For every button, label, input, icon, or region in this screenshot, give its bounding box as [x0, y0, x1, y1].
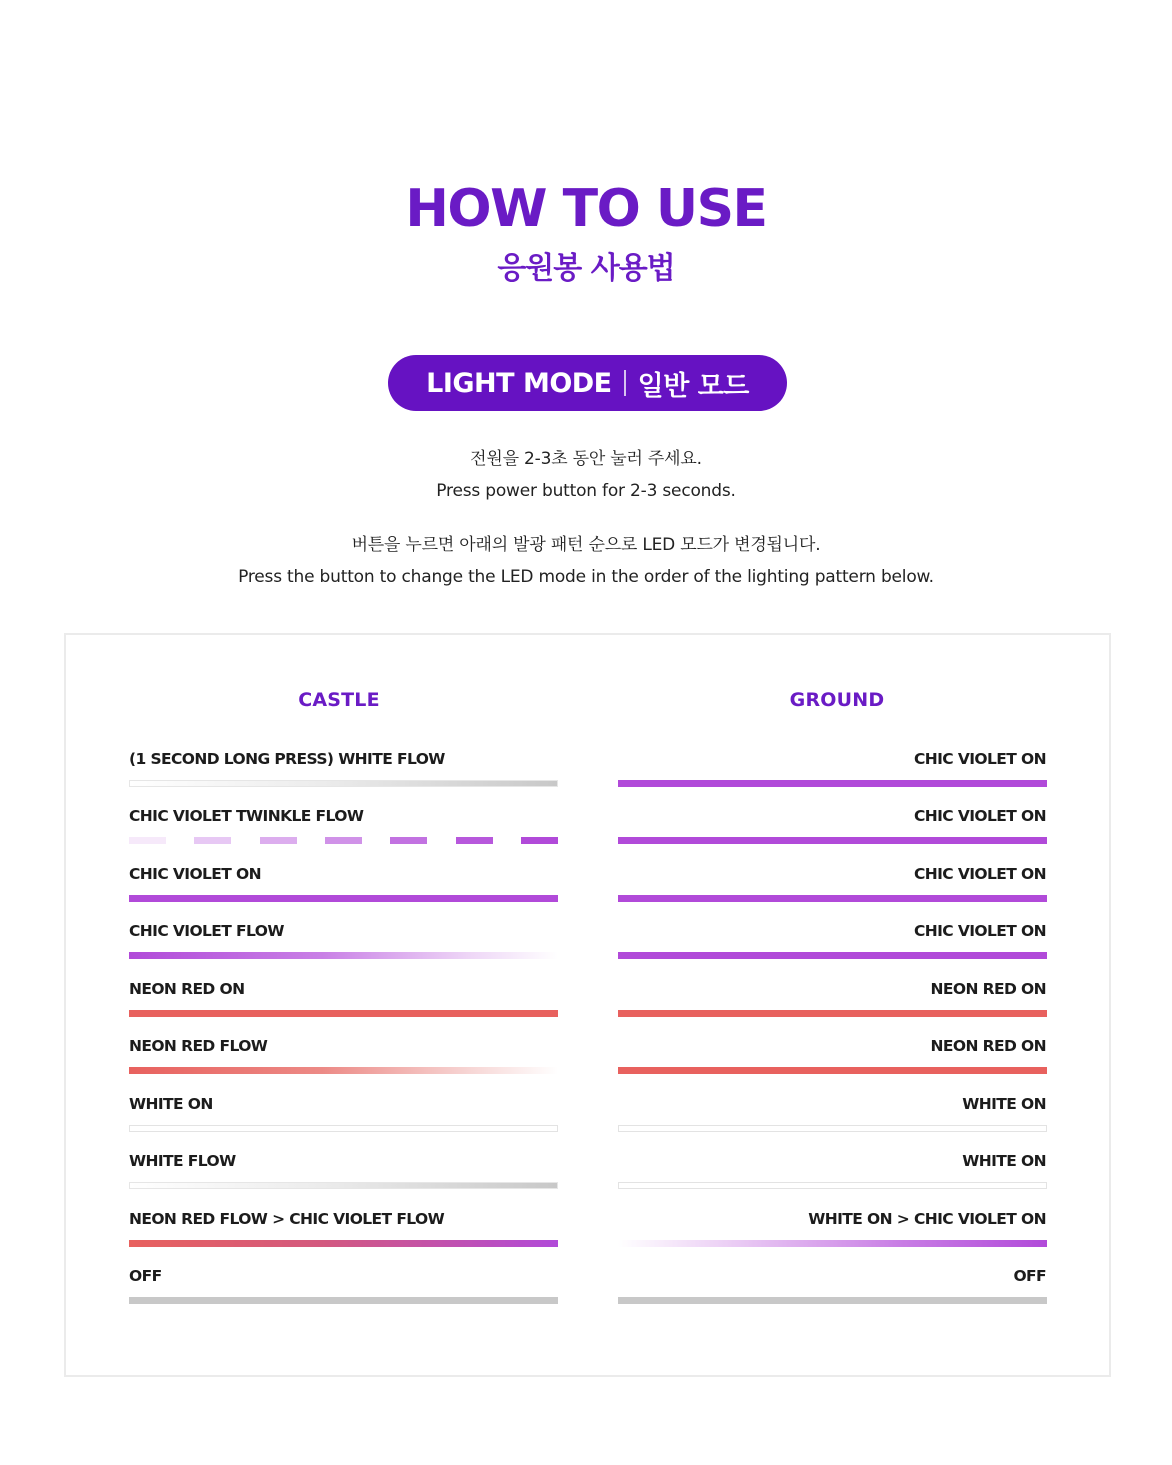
castle-pattern-label: WHITE FLOW — [129, 1152, 236, 1171]
ground-pattern-label: WHITE ON > CHIC VIOLET ON — [808, 1209, 1046, 1228]
twinkle-segment — [129, 837, 166, 844]
castle-pattern-bar-red-flow — [129, 1067, 558, 1074]
twinkle-segment — [194, 837, 231, 844]
ground-pattern-bar-red — [618, 1067, 1047, 1074]
ground-pattern-label: CHIC VIOLET ON — [913, 807, 1046, 826]
light-mode-badge — [388, 355, 787, 411]
twinkle-segment — [325, 837, 362, 844]
ground-column-title: GROUND — [789, 689, 885, 711]
divider — [624, 370, 626, 396]
castle-pattern-label: CHIC VIOLET ON — [129, 864, 262, 883]
ground-pattern-label: NEON RED ON — [930, 1037, 1046, 1056]
ground-pattern-bar-off — [618, 1297, 1047, 1304]
castle-pattern-label: NEON RED FLOW — [129, 1037, 268, 1056]
instruction-power-ko: 전원을 2-3초 동안 눌러 주세요. — [470, 449, 702, 469]
instruction-power-en: Press power button for 2-3 seconds. — [436, 481, 736, 501]
ground-pattern-label: WHITE ON — [962, 1094, 1046, 1113]
light-mode-label-en: LIGHT MODE — [426, 367, 612, 399]
castle-pattern-bar-white-flow — [129, 780, 558, 787]
twinkle-segment — [390, 837, 427, 844]
castle-pattern-label: NEON RED FLOW > CHIC VIOLET FLOW — [129, 1209, 445, 1228]
castle-pattern-bar-twinkle — [129, 837, 558, 844]
instruction-change-ko: 버튼을 누르면 아래의 발광 패턴 순으로 LED 모드가 변경됩니다. — [351, 535, 821, 555]
ground-pattern-bar-violet — [618, 895, 1047, 902]
ground-pattern-label: CHIC VIOLET ON — [913, 750, 1046, 768]
twinkle-segment — [456, 837, 493, 844]
pattern-card — [64, 633, 1111, 1377]
castle-pattern-bar-red-to-violet — [129, 1240, 558, 1247]
ground-pattern-label: WHITE ON — [962, 1152, 1046, 1171]
ground-pattern-bar-red — [618, 1010, 1047, 1017]
castle-pattern-bar-white — [129, 1125, 558, 1132]
twinkle-segment — [260, 837, 297, 844]
ground-pattern-label: CHIC VIOLET ON — [913, 864, 1046, 883]
ground-pattern-bar-white-to-violet — [618, 1240, 1047, 1247]
castle-pattern-bar-red — [129, 1010, 558, 1017]
castle-pattern-label: CHIC VIOLET TWINKLE FLOW — [129, 807, 364, 826]
castle-pattern-label: CHIC VIOLET FLOW — [129, 922, 284, 941]
castle-column-title: CASTLE — [298, 689, 380, 711]
ground-pattern-label: OFF — [1013, 1267, 1046, 1286]
ground-pattern-bar-violet — [618, 837, 1047, 844]
ground-pattern-bar-violet — [618, 952, 1047, 959]
castle-pattern-bar-white-flow — [129, 1182, 558, 1189]
page-subtitle: 응원봉 사용법 — [497, 251, 675, 286]
castle-pattern-label: WHITE ON — [129, 1094, 213, 1113]
twinkle-segment — [521, 837, 558, 844]
ground-pattern-bar-violet — [618, 780, 1047, 787]
ground-pattern-label: CHIC VIOLET ON — [913, 922, 1046, 941]
ground-pattern-label: NEON RED ON — [930, 979, 1046, 998]
ground-pattern-bar-white — [618, 1125, 1047, 1132]
page-title: HOW TO USE — [405, 179, 767, 239]
castle-pattern-label: NEON RED ON — [129, 979, 245, 998]
ground-pattern-bar-white — [618, 1182, 1047, 1189]
castle-pattern-bar-violet-flow — [129, 952, 558, 959]
light-mode-label-ko: 일반 모드 — [637, 370, 749, 402]
castle-pattern-bar-off — [129, 1297, 558, 1304]
castle-pattern-label: (1 SECOND LONG PRESS) WHITE FLOW — [129, 750, 445, 768]
castle-pattern-label: OFF — [129, 1267, 162, 1286]
castle-pattern-bar-violet — [129, 895, 558, 902]
instruction-change-en: Press the button to change the LED mode in the order of the lighting pattern below. — [238, 567, 934, 587]
